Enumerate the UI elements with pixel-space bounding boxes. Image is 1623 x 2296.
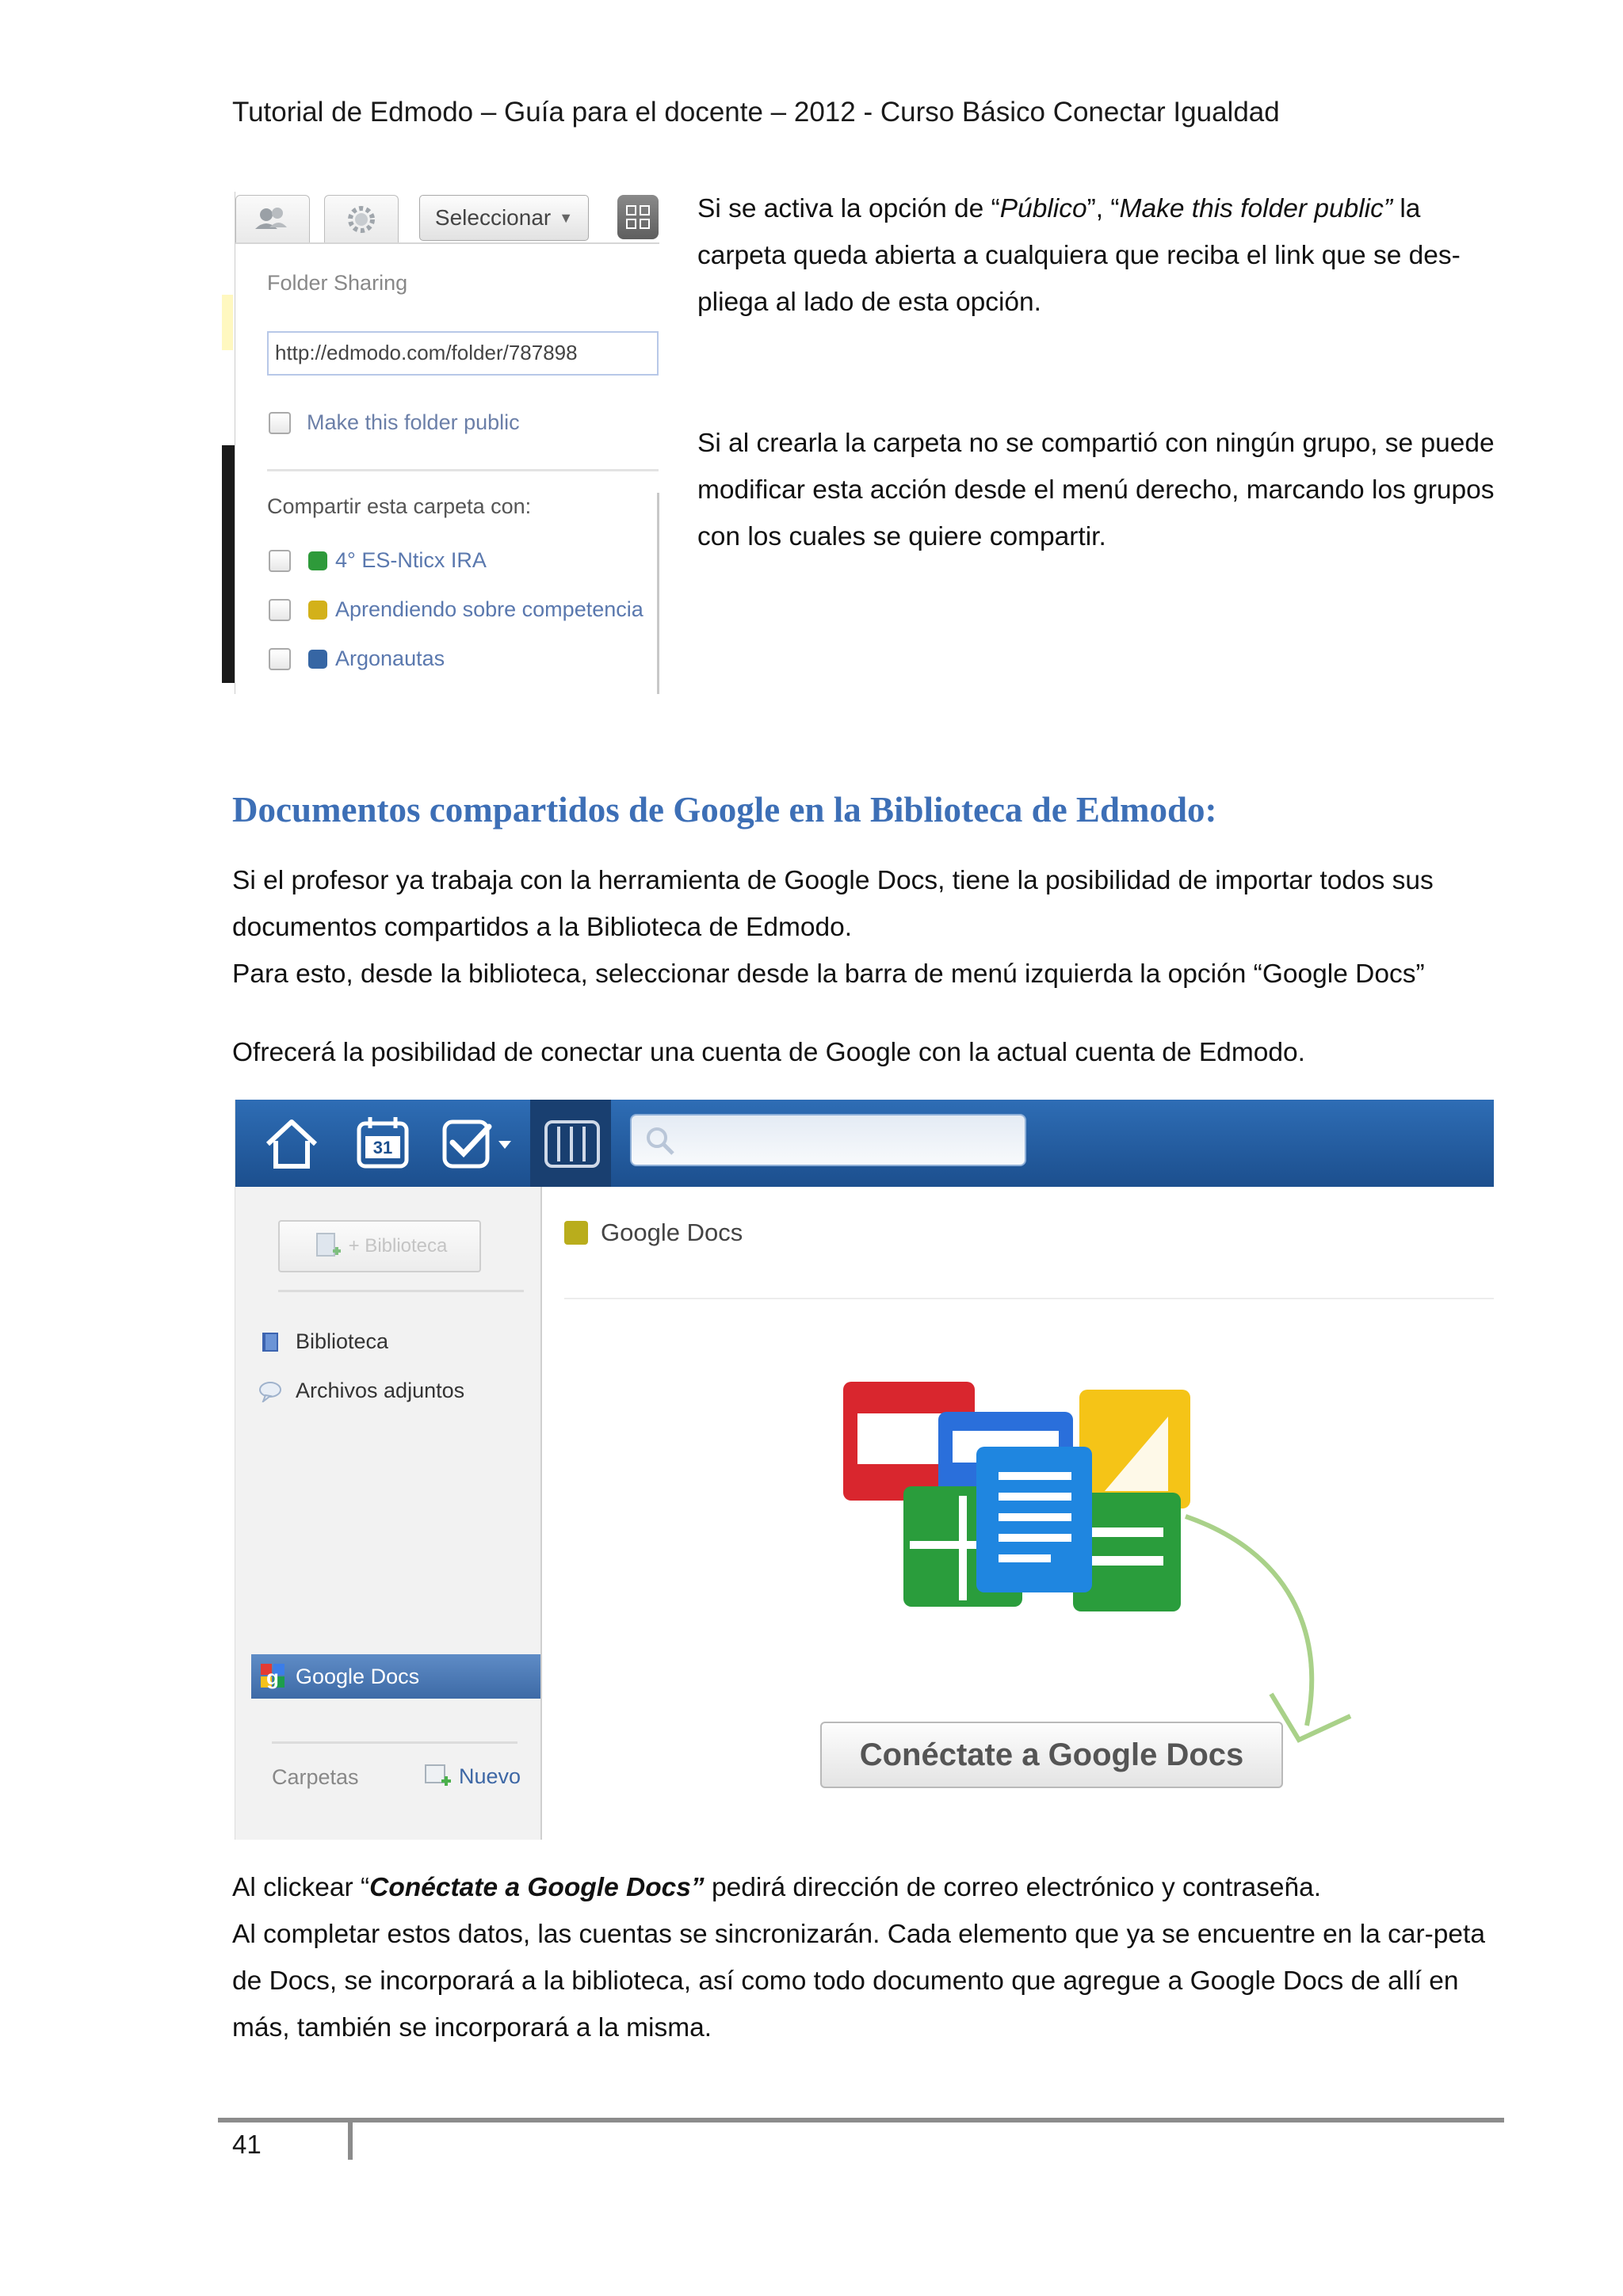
assignment-check-icon[interactable]: [440, 1116, 516, 1171]
divider: [564, 1298, 1494, 1299]
paragraph: Ofrecerá la posibilidad de conectar una cuenta de Google con la actual cuenta de Edmodo.: [232, 1038, 1305, 1067]
paragraph: Para esto, desde la biblioteca, seleccionar desde la barra de menú izquierda la opción “Google Docs”: [232, 959, 1425, 989]
folder-sharing-label: Folder Sharing: [267, 271, 408, 295]
calendar-day: 31: [372, 1138, 393, 1158]
book-icon: [259, 1331, 281, 1353]
folder-sharing-panel: [235, 192, 659, 694]
add-to-library-button[interactable]: + Biblioteca: [278, 1220, 481, 1272]
grid-view-button[interactable]: [617, 195, 659, 239]
page-number: 41: [232, 2130, 262, 2159]
search-icon: [643, 1123, 678, 1158]
grid-icon: [617, 195, 659, 239]
add-file-icon: [312, 1230, 344, 1262]
tab-people[interactable]: [235, 195, 310, 243]
group-color-dot: [308, 601, 327, 620]
page-header: Tutorial de Edmodo – Guía para el docente – 2012 - Curso Básico Conectar Igualdad: [232, 97, 1280, 128]
divider: [267, 469, 659, 471]
divider: [278, 1290, 524, 1292]
group-color-dot: [308, 650, 327, 669]
group-name: 4° ES-Nticx IRA: [335, 548, 487, 572]
gear-icon: [325, 196, 398, 243]
share-groups-paragraph: Si al crearla la carpeta no se compartió con ningún grupo, se puede modificar esta acción desde el menú derecho, marcando los grupos con los cuales se quiere compartir.: [697, 429, 1495, 551]
home-icon[interactable]: [263, 1117, 320, 1169]
share-with-label: Compartir esta carpeta con:: [267, 494, 532, 518]
paragraph: Si el profesor ya trabaja con la herramienta de Google Docs, tiene la posibilidad de importar todos sus documentos compartidos a la Biblioteca de Edmodo.: [232, 866, 1434, 942]
make-public-label: Make this folder public: [307, 410, 520, 434]
library-books-icon[interactable]: [541, 1116, 603, 1171]
background-strip: [222, 295, 233, 350]
new-folder-button[interactable]: Nuevo: [422, 1762, 521, 1791]
tab-settings[interactable]: [324, 195, 399, 243]
add-folder-icon: [422, 1762, 454, 1791]
sidebar-item-google-docs[interactable]: g Google Docs: [251, 1654, 540, 1699]
divider: [272, 1741, 517, 1744]
people-icon: [236, 196, 309, 243]
group-name: Argonautas: [335, 646, 445, 670]
folder-url-field[interactable]: http://edmodo.com/folder/787898: [267, 331, 659, 376]
section-heading: Documentos compartidos de Google en la Biblioteca de Edmodo:: [232, 790, 1217, 830]
calendar-icon[interactable]: [354, 1114, 411, 1169]
section-body: [232, 857, 1508, 1076]
google-docs-logo-icon: [843, 1369, 1382, 1781]
divider: [235, 242, 659, 244]
folder-color-icon: [564, 1221, 588, 1245]
group-color-dot: [308, 551, 327, 570]
public-option-paragraph: Si se activa la opción de “Público”, “Make this folder public” la carpeta queda abierta a cualquiera que reciba el link que se des-pliega al lado de esta opción.: [697, 194, 1461, 317]
main-title: Google Docs: [564, 1219, 743, 1247]
paragraph: Al clickear “Conéctate a Google Docs” pedirá dirección de correo electrónico y contraseña.: [232, 1873, 1322, 1902]
group-checkbox[interactable]: [269, 550, 291, 572]
folder-sharing-screenshot: [222, 192, 674, 694]
svg-text:g: g: [266, 1665, 279, 1689]
group-checkbox[interactable]: [269, 599, 291, 621]
make-public-checkbox[interactable]: [269, 412, 291, 434]
chevron-down-icon: ▼: [559, 209, 574, 226]
group-checkbox[interactable]: [269, 648, 291, 670]
group-name: Aprendiendo sobre competencia: [335, 597, 643, 621]
speech-bubble-icon: [259, 1380, 281, 1402]
sidebar-item-archivos-adjuntos[interactable]: Archivos adjuntos: [259, 1379, 464, 1403]
background-strip-dark: [222, 445, 235, 683]
select-dropdown[interactable]: Seleccionar ▼: [419, 195, 589, 241]
top-navigation-bar: [235, 1100, 1494, 1187]
connect-google-docs-button[interactable]: Conéctate a Google Docs: [820, 1722, 1283, 1788]
google-icon: [259, 1662, 286, 1691]
footer-rule: [218, 2118, 1504, 2122]
paragraph: Al completar estos datos, las cuentas se sincronizarán. Cada elemento que ya se encuentre en la car-peta de Docs, se incorporará a la biblioteca, así como todo documento que agregue a Google Docs de allí en más, también se incorporará a la misma.: [232, 1920, 1485, 2042]
scrollbar[interactable]: [657, 493, 659, 694]
closing-text: [232, 1864, 1508, 2051]
folders-label: Carpetas: [272, 1765, 359, 1789]
footer-separator: [348, 2122, 353, 2160]
library-screenshot: [235, 1100, 1494, 1840]
sidebar-item-biblioteca[interactable]: Biblioteca: [259, 1329, 388, 1354]
search-input[interactable]: [630, 1114, 1026, 1166]
